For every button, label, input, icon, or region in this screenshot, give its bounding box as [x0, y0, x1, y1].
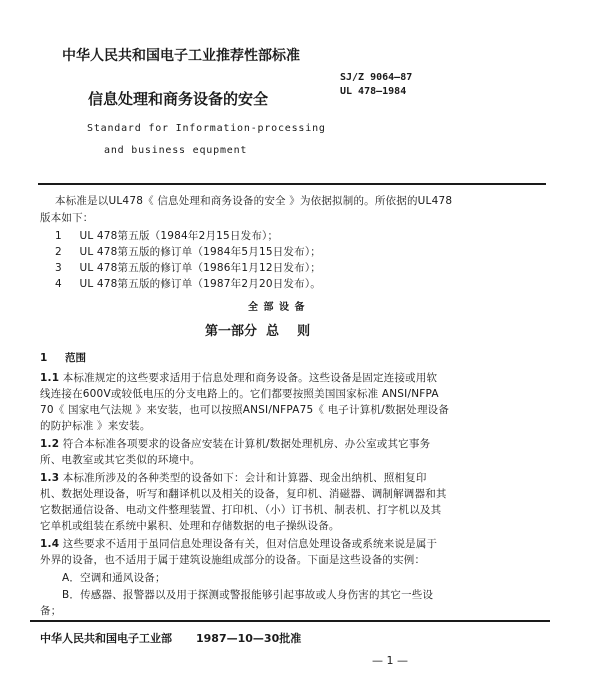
list-number: 3 [55, 262, 62, 274]
version-list-item [55, 260, 321, 275]
clause-text: 符合本标准各项要求的设备应安装在计算机/数据处理机房、办公室或其它事务 [62, 438, 431, 450]
version-list-item [55, 244, 321, 259]
clause-1-1-line3: 70《 国家电气法规 》来安装，也可以按照ANSI/NFPA75《 电子计算机/数据处理设备 [40, 404, 450, 416]
clause-number: 1.2 [40, 438, 60, 450]
list-number: 2 [55, 246, 62, 258]
section-title: 范围 [64, 352, 86, 364]
approval-date: 1987—10—30批准 [196, 632, 302, 645]
document-title: 信息处理和商务设备的安全 [88, 90, 269, 108]
list-text: UL 478第五版的修订单（1984年5月15日发布）； [79, 246, 321, 258]
clause-1-4-line2: 外界的设备，也不适用于属于建筑设施组成部分的设备。下面是这些设备的实例： [40, 554, 426, 566]
clause-number: 1.4 [40, 538, 60, 550]
org-title: 中华人民共和国电子工业推荐性部标准 [62, 48, 300, 64]
intro-line2: 版本如下： [40, 212, 94, 224]
section-heading [40, 350, 86, 365]
clause-1-4-item-b-line1: B．传感器、报警器以及用于探测或警报能够引起事故或人身伤害的其它一些设 [62, 589, 434, 601]
clause-1-4-item-b-line2: 备； [40, 605, 62, 617]
clause-text: 本标准所涉及的各种类型的设备如下：会计和计算器、现金出纳机、照相复印 [62, 472, 427, 484]
clause-text: 本标准规定的这些要求适用于信息处理和商务设备。这些设备是固定连接或用软 [62, 372, 438, 384]
clause-1-3-line4: 它单机或组装在系统中累积、处理和存储数据的电子操纵设备。 [40, 520, 340, 532]
clause-number: 1.1 [40, 372, 60, 384]
list-number: 1 [55, 230, 62, 242]
english-title-line2: and business equpment [104, 145, 248, 156]
clause-number: 1.3 [40, 472, 60, 484]
version-list-item [55, 276, 321, 291]
clause-1-3-line1 [40, 470, 427, 485]
all-equipment-heading: 全 部 设 备 [248, 302, 306, 313]
footer-divider [30, 620, 550, 622]
clause-text: 这些要求不适用于虽同信息处理设备有关，但对信息处理设备或系统来说是属于 [62, 538, 438, 550]
ministry-name: 中华人民共和国电子工业部 [40, 632, 172, 645]
ul-reference: UL 478—1984 [340, 86, 407, 97]
standard-number: SJ/Z 9064—87 [340, 72, 413, 83]
list-number: 4 [55, 278, 62, 290]
list-text: UL 478第五版的修订单（1987年2月20日发布）。 [79, 278, 321, 290]
clause-1-2-line2: 所、电教室或其它类似的环境中。 [40, 454, 201, 466]
clause-1-3-line3: 它数据通信设备、电动文件整理装置、打印机、（小）订书机、制表机、打字机以及其 [40, 504, 442, 516]
list-text: UL 478第五版（1984年2月15日发布）； [79, 230, 279, 242]
clause-1-1-line2: 线连接在600V或较低电压的分支电路上的。它们都要按照美国国家标准 ANSI/NFPA [40, 388, 439, 400]
page-number: — 1 — [372, 654, 408, 667]
clause-1-4-item-a: A．空调和通风设备； [62, 572, 166, 584]
clause-1-3-line2: 机、数据处理设备，听写和翻译机以及相关的设备，复印机、消磁器、调制解调器和其 [40, 488, 447, 500]
version-list-item [55, 228, 278, 243]
clause-1-2-line1 [40, 436, 430, 451]
clause-1-4-line1 [40, 536, 437, 551]
clause-1-1-line4: 的防护标准 》来安装。 [40, 420, 151, 432]
clause-1-1-line1 [40, 370, 437, 385]
section-number: 1 [40, 352, 48, 364]
list-text: UL 478第五版的修订单（1986年1月12日发布）； [79, 262, 321, 274]
english-title-line1: Standard for Information-processing [87, 123, 326, 134]
part-one-heading: 第一部分 总 则 [205, 324, 311, 339]
intro-line1: 本标准是以UL478《 信息处理和商务设备的安全 》为依据拟制的。所依据的UL478 [55, 195, 453, 207]
header-divider [38, 183, 546, 185]
